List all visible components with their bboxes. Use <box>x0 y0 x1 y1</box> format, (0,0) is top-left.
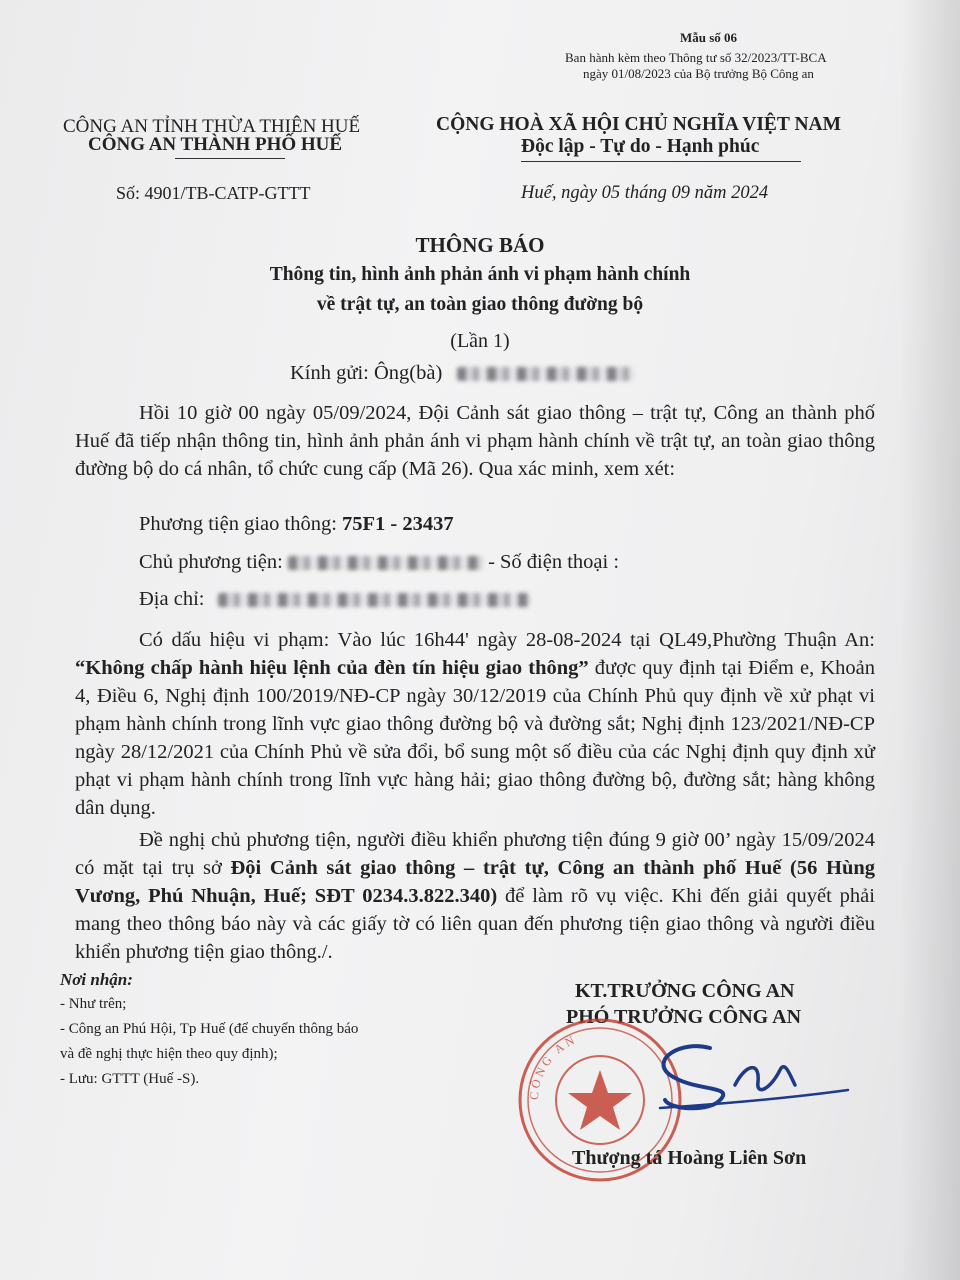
motto-underline <box>521 161 801 162</box>
request-office: Đội Cảnh sát giao thông – trật tự, Công an thành phố Huế (56 Hùng Vương, Phú Nhuận, Huế; SĐT 0234.3.822.340) <box>75 857 876 907</box>
place-date: Huế, ngày 05 tháng 09 năm 2024 <box>521 183 769 203</box>
request-rest: để làm rõ vụ việc. Khi đến giải quyết phải mang theo thông báo này và các giấy tờ có liên quan đến phương tiện giao thông và người điều khiển phương tiện giao thông./. <box>75 885 875 963</box>
agency-parent: CÔNG AN TỈNH THỪA THIÊN HUẾ <box>63 116 361 137</box>
page-shadow <box>900 0 960 1280</box>
recipients-line2: - Công an Phú Hội, Tp Huế (để chuyển thông báo <box>60 1021 359 1037</box>
recipients-line3: và đề nghị thực hiện theo quy định); <box>60 1046 278 1062</box>
notice-times: (Lần 1) <box>450 330 510 352</box>
nation-motto: Độc lập - Tự do - Hạnh phúc <box>521 136 760 157</box>
form-issued-line2: ngày 01/08/2023 của Bộ trưởng Bộ Công an <box>583 66 814 81</box>
request-paragraph <box>75 826 875 966</box>
recipients-line4: - Lưu: GTTT (Huế -S). <box>60 1071 200 1087</box>
seal-text: CÔNG AN <box>526 1031 580 1101</box>
signer-title1: KT.TRƯỞNG CÔNG AN <box>575 980 795 1002</box>
recipient-prefix: Kính gửi: Ông(bà) <box>290 362 443 384</box>
request-lead: Đề nghị chủ phương tiện, người điều khiển phương tiện đúng 9 giờ 00’ ngày 15/09/2024 có mặt tại trụ sở <box>75 829 875 879</box>
violation-lead: Có dấu hiệu vi phạm: Vào lúc 16h44' ngày 28-08-2024 tại QL49,Phường Thuận An: <box>139 629 875 651</box>
notice-subtitle-line1: Thông tin, hình ảnh phản ánh vi phạm hành chính <box>269 264 691 285</box>
violation-quote: “Không chấp hành hiệu lệnh của đèn tín hiệu giao thông” <box>75 657 589 679</box>
recipients-heading: Nơi nhận: <box>60 970 133 989</box>
form-number: Mẫu số 06 <box>680 30 738 45</box>
redacted-address <box>218 593 530 607</box>
vehicle-line <box>139 513 454 536</box>
vehicle-label: Phương tiện giao thông: <box>139 513 343 535</box>
signer-name: Thượng tá Hoàng Liên Sơn <box>572 1147 807 1169</box>
violation-paragraph <box>75 626 875 822</box>
document-number: Số: 4901/TB-CATP-GTTT <box>116 183 311 203</box>
agency-name: CÔNG AN THÀNH PHỐ HUẾ <box>88 134 343 155</box>
form-issued-line1: Ban hành kèm theo Thông tư số 32/2023/TT-BCA <box>565 50 827 65</box>
intro-paragraph: Hồi 10 giờ 00 ngày 05/09/2024, Đội Cảnh sát giao thông – trật tự, Công an thành phố Huế đã tiếp nhận thông tin, hình ảnh phản ánh vi phạm hành chính về trật tự, an toàn giao thông đường bộ do cá nhân, tổ chức cung cấp (Mã 26). Qua xác minh, xem xét: <box>75 402 875 480</box>
address-line <box>139 588 530 611</box>
signer-title2: PHÓ TRƯỞNG CÔNG AN <box>566 1006 802 1028</box>
agency-underline <box>175 158 285 159</box>
nation-name: CỘNG HOÀ XÃ HỘI CHỦ NGHĨA VIỆT NAM <box>436 114 842 135</box>
recipient-line <box>290 362 635 385</box>
vehicle-plate: 75F1 - 23437 <box>342 513 454 535</box>
owner-line <box>139 551 619 574</box>
notice-subtitle-line2: về trật tự, an toàn giao thông đường bộ <box>316 294 644 315</box>
redacted-owner-name <box>288 556 483 570</box>
notice-title: THÔNG BÁO <box>415 233 545 257</box>
phone-label: - Số điện thoại : <box>482 551 620 573</box>
owner-label: Chủ phương tiện: <box>139 551 288 573</box>
redacted-recipient-name <box>457 367 635 381</box>
handwritten-signature <box>640 1030 850 1120</box>
address-label: Địa chỉ: <box>139 588 205 610</box>
violation-rest: được quy định tại Điểm e, Khoản 4, Điều 6, Nghị định 100/2019/NĐ-CP ngày 30/12/2019 của Chính Phủ quy định về xử phạt vi phạm hành chính trong lĩnh vực giao thông đường bộ và đường sắt; Nghị định 123/2021/NĐ-CP ngày 28/12/2021 của Chính Phủ về sửa đổi, bổ sung một số điều của các Nghị định quy định xử phạt vi phạm hành chính trong lĩnh vực hàng hải; giao thông đường bộ, đường sắt; hàng không dân dụng. <box>75 657 875 819</box>
recipients-line1: - Như trên; <box>60 996 127 1012</box>
